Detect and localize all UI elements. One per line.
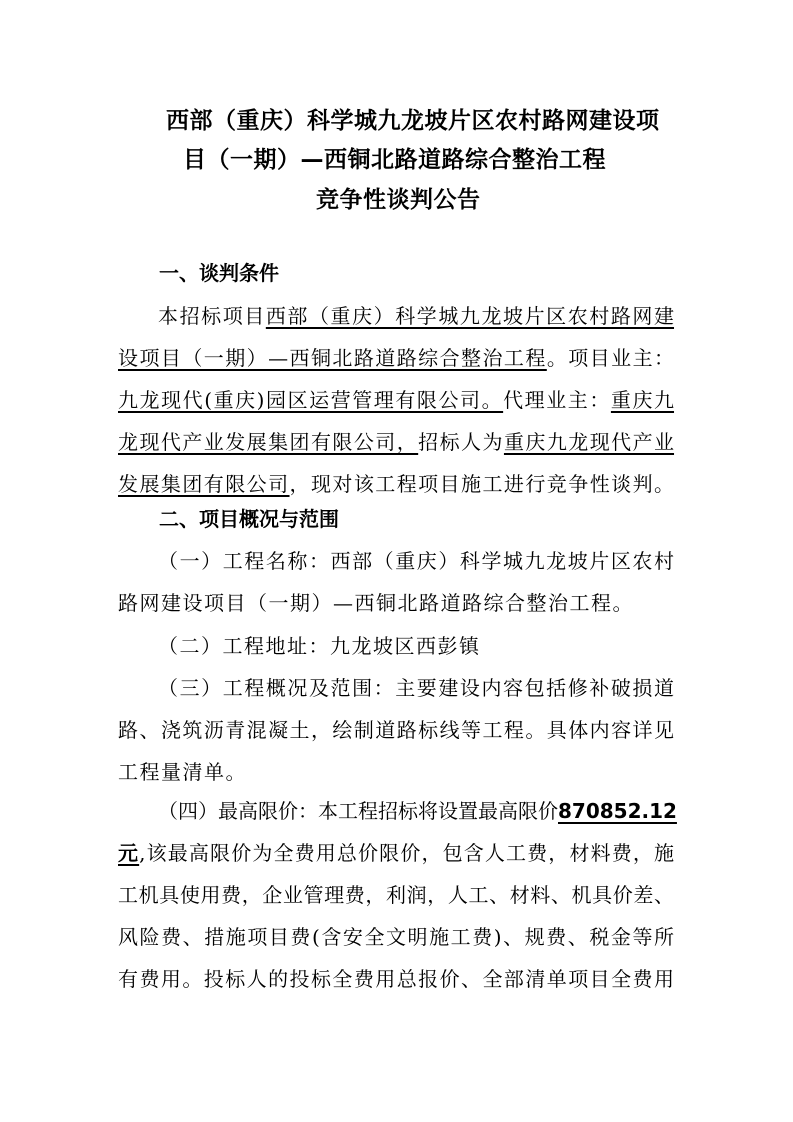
body-text-line bbox=[118, 756, 674, 785]
text-run: 工程量清单。 bbox=[118, 760, 247, 784]
body-text-line bbox=[118, 426, 674, 455]
document-title-line-3: 竞争性谈判公告 bbox=[316, 187, 481, 213]
text-run: （四）最高限价：本工程招标将设置最高限价 bbox=[158, 799, 558, 823]
text-run: 代理业主： bbox=[503, 388, 611, 412]
underlined-text: 龙现代产业发展集团有限公司， bbox=[118, 430, 419, 454]
body-text-line bbox=[158, 300, 674, 329]
body-text-line bbox=[158, 545, 674, 574]
text-run: （三）工程概况及范围：主要建设内容包括修补破损道 bbox=[158, 676, 674, 700]
text-run: 。项目业主： bbox=[546, 346, 675, 370]
text-run: ,该最高限价为全费用总价限价，包含人工费，材料费，施 bbox=[139, 841, 674, 865]
text-run: 路、浇筑沥青混凝土，绘制道路标线等工程。具体内容详见 bbox=[118, 718, 674, 742]
text-run: （二）工程地址：九龙坡区西彭镇 bbox=[158, 634, 481, 658]
document-title-line-2: 目（一期）—西铜北路道路综合整治工程 bbox=[183, 147, 606, 173]
body-text-line bbox=[118, 963, 674, 992]
body-text-line bbox=[118, 714, 674, 743]
body-text-line bbox=[118, 468, 674, 497]
text-run: 本招标项目 bbox=[158, 304, 266, 328]
body-text-line bbox=[158, 630, 674, 659]
body-text-line bbox=[158, 672, 674, 701]
underlined-text: 元 bbox=[118, 841, 140, 865]
text-run: 有费用。投标人的投标全费用总报价、全部清单项目全费用 bbox=[118, 967, 674, 991]
body-text-line bbox=[118, 342, 674, 371]
body-text-line bbox=[118, 384, 674, 413]
body-text-line bbox=[118, 587, 674, 616]
underlined-text: 重庆九 bbox=[610, 388, 675, 412]
body-text-line bbox=[158, 795, 677, 824]
text-run: 招标人为 bbox=[418, 430, 504, 454]
body-text-line bbox=[118, 921, 674, 950]
body-text-line bbox=[118, 879, 674, 908]
text-run: （一）工程名称：西部（重庆）科学城九龙坡片区农村 bbox=[158, 549, 674, 573]
underlined-text: 发展集团有限公司 bbox=[118, 472, 290, 496]
underlined-text: 870852.12 bbox=[558, 799, 677, 823]
document-title-line-1: 西部（重庆）科学城九龙坡片区农村路网建设项 bbox=[166, 108, 660, 134]
text-run: 路网建设项目（一期）—西铜北路道路综合整治工程。 bbox=[118, 591, 634, 615]
text-run: 风险费、措施项目费(含安全文明施工费)、规费、税金等所 bbox=[118, 925, 674, 949]
underlined-text: 重庆九龙现代产业 bbox=[503, 430, 675, 454]
underlined-text: 设项目（一期）—西铜北路道路综合整治工程 bbox=[118, 346, 547, 370]
body-text-line bbox=[118, 837, 674, 866]
text-run: ，现对该工程项目施工进行竞争性谈判。 bbox=[289, 472, 675, 496]
section-heading-project-overview: 二、项目概况与范围 bbox=[159, 507, 339, 531]
underlined-text: 九龙现代(重庆)园区运营管理有限公司。 bbox=[118, 388, 504, 412]
section-heading-negotiation-conditions: 一、谈判条件 bbox=[159, 261, 279, 285]
underlined-text: 西部（重庆）科学城九龙坡片区农村路网建 bbox=[265, 304, 675, 328]
text-run: 工机具使用费，企业管理费，利润，人工、材料、机具价差、 bbox=[118, 883, 674, 907]
